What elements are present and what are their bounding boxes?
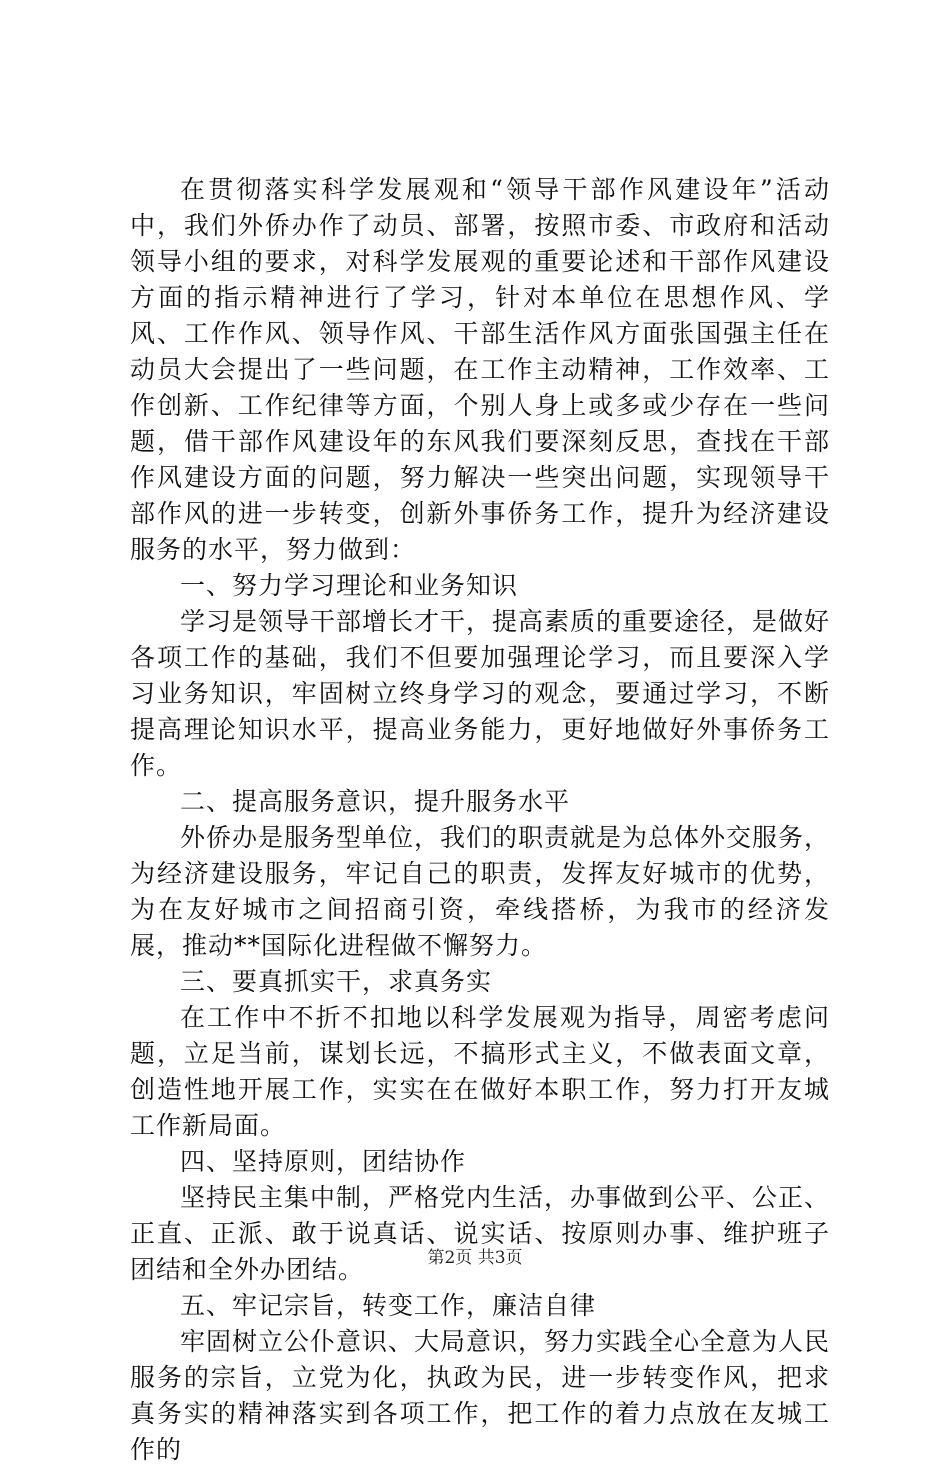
section-heading-1: 一、努力学习理论和业务知识 [180, 571, 519, 600]
section-heading-5: 五、牢记宗旨，转变工作，廉洁自律 [180, 1291, 597, 1320]
section-heading-3: 三、要真抓实干，求真务实 [180, 967, 493, 996]
section-paragraph-1: 学习是领导干部增长才干，提高素质的重要途径，是做好各项工作的基础，我们不但要加强理论学习，而且要深入学习业务知识，牢固树立终身学习的观念，要通过学习，不断提高理论知识水平，提高业务能力，更好地做好外事侨务工作。 [130, 607, 831, 780]
page-footer [0, 1243, 950, 1268]
section-heading-4: 四、坚持原则，团结协作 [180, 1147, 467, 1176]
page-indicator: 第2页 共3页 [427, 1248, 523, 1268]
intro-paragraph: 在贯彻落实科学发展观和“领导干部作风建设年”活动中，我们外侨办作了动员、部署，按照市委、市政府和活动领导小组的要求，对科学发展观的重要论述和干部作风建设方面的指示精神进行了学习，针对本单位在思想作风、学风、工作作风、领导作风、干部生活作风方面张国强主任在动员大会提出了一些问题，在工作主动精神，工作效率、工作创新、工作纪律等方面，个别人身上或多或少存在一些问题，借干部作风建设年的东风我们要深刻反思，查找在干部作风建设方面的问题，努力解决一些突出问题，实现领导干部作风的进一步转变，创新外事侨务工作，提升为经济建设服务的水平，努力做到： [130, 175, 830, 564]
section-paragraph-3: 在工作中不折不扣地以科学发展观为指导，周密考虑问题，立足当前，谋划长远，不搞形式主义，不做表面文章，创造性地开展工作，实实在在做好本职工作，努力打开友城工作新局面。 [130, 1003, 830, 1140]
document-body [130, 172, 830, 1468]
section-paragraph-5: 牢固树立公仆意识、大局意识，努力实践全心全意为人民服务的宗旨，立党为化，执政为民，进一步转变作风，把求真务实的精神落实到各项工作，把工作的着力点放在友城工作的 [130, 1327, 831, 1464]
section-paragraph-4: 坚持民主集中制，严格党内生活，办事做到公平、公正、正直、正派、敢于说真话、说实话、按原则办事、维护班子团结和全外办团结。 [130, 1183, 831, 1284]
section-paragraph-2: 外侨办是服务型单位，我们的职责就是为总体外交服务，为经济建设服务，牢记自己的职责，发挥友好城市的优势，为在友好城市之间招商引资，牵线搭桥，为我市的经济发展，推动**国际化进程做不懈努力。 [130, 823, 831, 960]
section-heading-2: 二、提高服务意识，提升服务水平 [180, 787, 571, 816]
